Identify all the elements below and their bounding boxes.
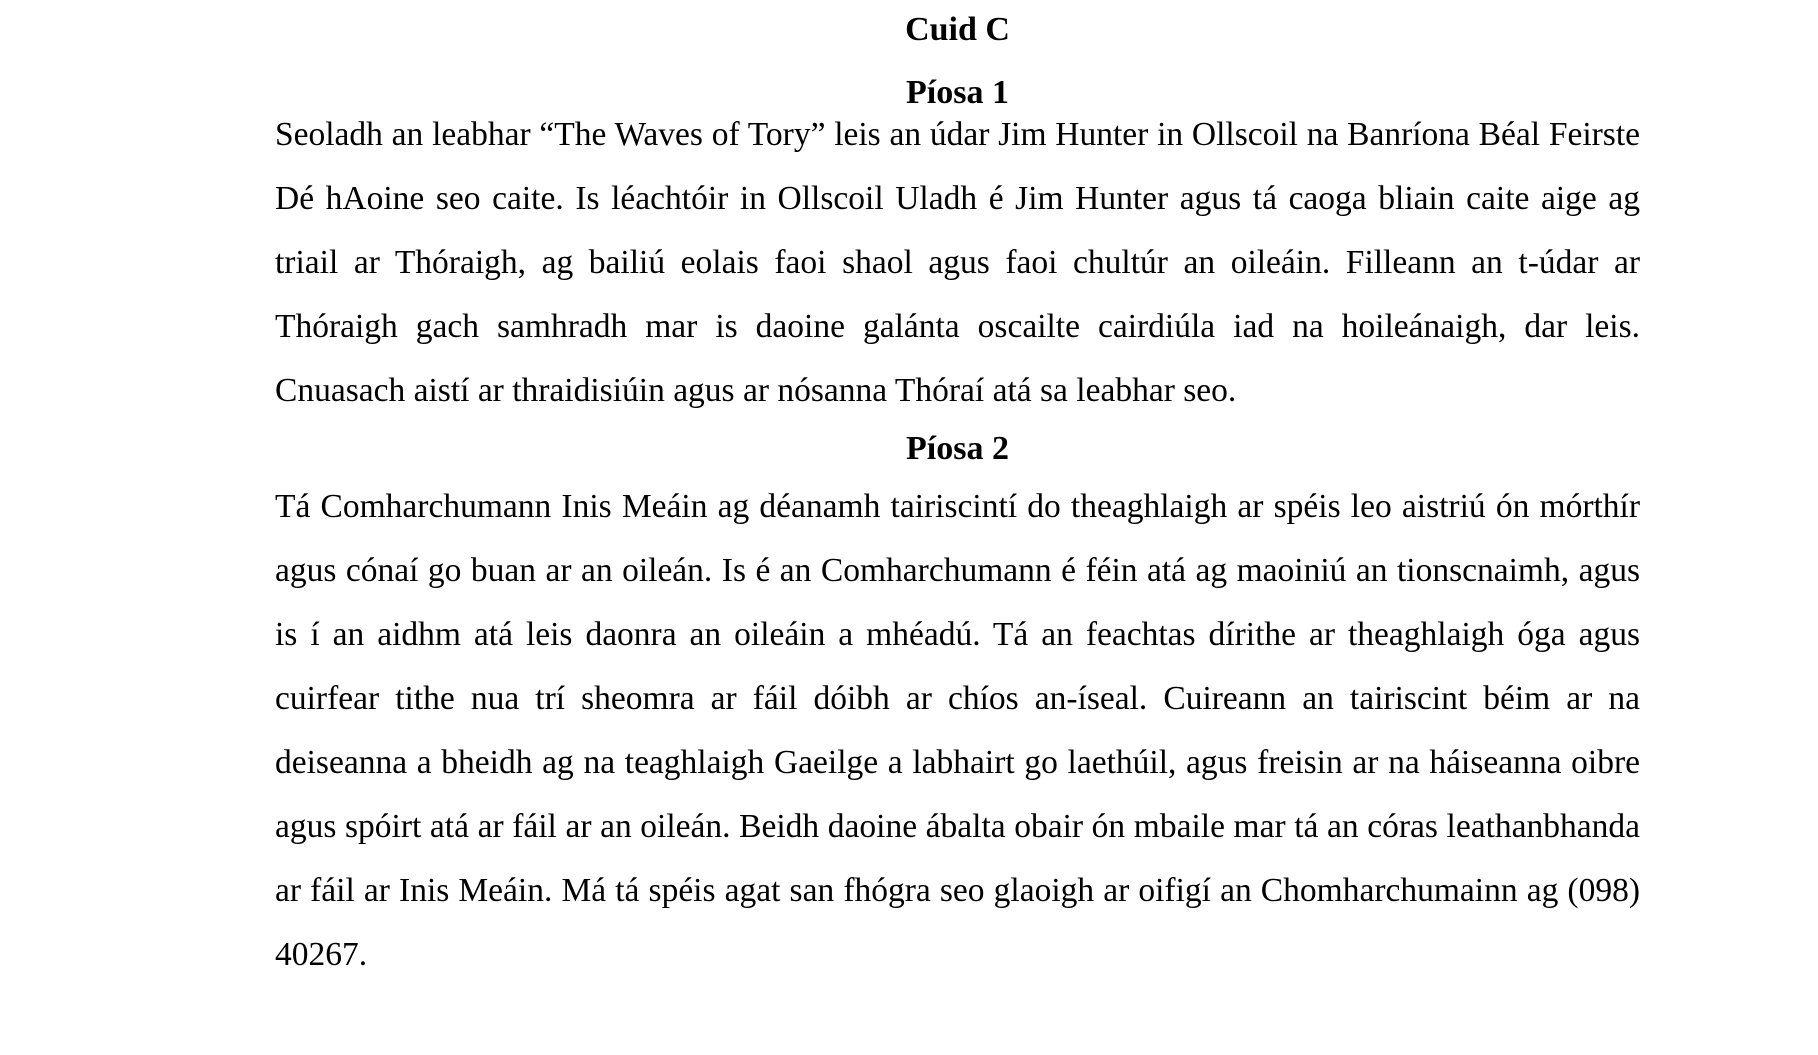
section-title: Cuid C (905, 11, 1010, 48)
piece-2-text: Tá Comharchumann Inis Meáin ag déanamh tairiscintí do theaghlaigh ar spéis leo aistriú ón mórthír agus cónaí go buan ar an oileán. Is é an Comharchumann é féin atá ag maoiniú an tionscnaimh, agus is í an aidhm atá leis daonra an oileáin a mhéadú. Tá an feachtas dírithe ar theaghlaigh óga agus cuirfear tithe nua trí sheomra ar fáil dóibh ar chíos an-íseal. Cuireann an tairiscint béim ar na deiseanna a bheidh ag na teaghlaigh Gaeilge a labhairt go laethúil, agus freisin ar na háiseanna oibre agus spóirt atá ar fáil ar an oileán. Beidh daoine ábalta obair ón mbaile mar tá an córas leathanbhanda ar fáil ar Inis Meáin. Má tá spéis agat san fhógra seo glaoigh ar oifigí an Chomharchumainn ag (098) 40267. (275, 488, 1640, 973)
document-page (275, 8, 1640, 987)
piece-1 (275, 71, 1640, 423)
piece-2-title: Píosa 2 (906, 430, 1009, 467)
piece-1-text: Seoladh an leabhar “The Waves of Tory” leis an údar Jim Hunter in Ollscoil na Banríona Béal Feirste Dé hAoine seo caite. Is léachtóir in Ollscoil Uladh é Jim Hunter agus tá caoga bliain caite aige ag triail ar Thóraigh, ag bailiú eolais faoi shaol agus faoi chultúr an oileáin. Filleann an t-údar ar Thóraigh gach samhradh mar is daoine galánta oscailte cairdiúla iad na hoileánaigh, dar leis. Cnuasach aistí ar thraidisiúin agus ar nósanna Thóraí atá sa leabhar seo. (275, 116, 1640, 409)
piece-2 (275, 427, 1640, 987)
piece-1-title: Píosa 1 (906, 74, 1009, 111)
